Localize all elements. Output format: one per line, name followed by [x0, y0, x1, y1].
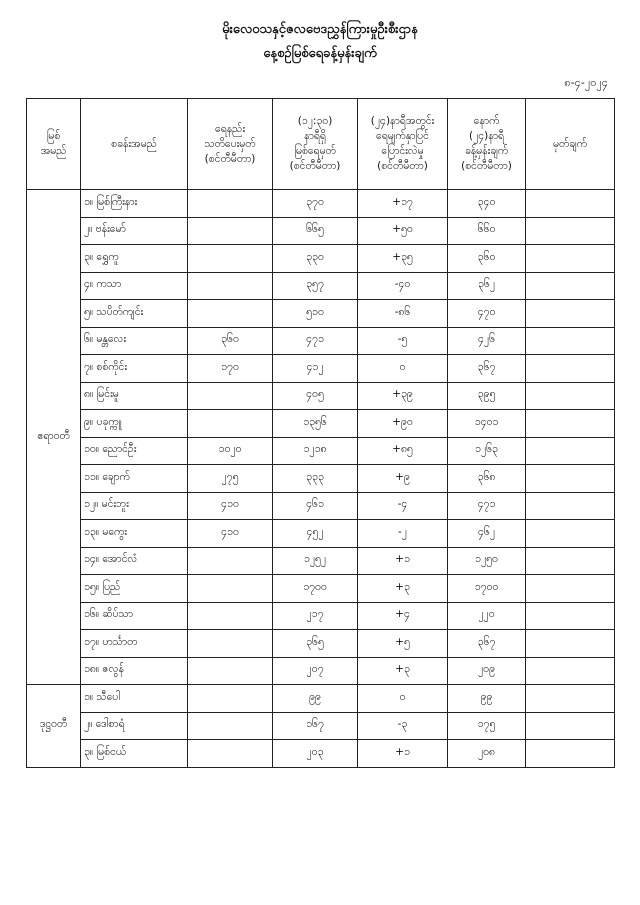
table-row: [27, 355, 615, 383]
warning-level: [188, 547, 273, 575]
table-row: [27, 685, 615, 713]
forecast-level: ၂၂၀: [448, 602, 526, 630]
remark: [526, 547, 615, 575]
remark: [526, 602, 615, 630]
station-name: ၅။ သပိတ်ကျင်း: [81, 300, 188, 328]
warning-level: ၁၀၂၀: [188, 437, 273, 465]
forecast-level: ၂၀၈: [448, 740, 526, 768]
forecast-level: ၁၂၆၃: [448, 437, 526, 465]
level-change: -၈၆: [358, 300, 448, 328]
current-level: ၃၃၀: [273, 245, 358, 273]
table-row: [27, 382, 615, 410]
remark: [526, 272, 615, 300]
current-level: ၂၁၇: [273, 602, 358, 630]
current-level: ၁၃၅၆: [273, 410, 358, 438]
current-level: ၁၂၁၈: [273, 437, 358, 465]
forecast-level: ၆၆၀: [448, 217, 526, 245]
current-level: ၂၀၇: [273, 657, 358, 685]
forecast-level: ၄၇၁: [448, 492, 526, 520]
column-header-river: မြစ် အမည်: [27, 99, 81, 190]
station-name: ၃။ မြစ်ငယ်: [81, 740, 188, 768]
station-name: ၉။ ပခုက္ကူ: [81, 410, 188, 438]
department-title: မိုးလေဝသနှင့်ဇလဗေဒညွှန်ကြားမှုဦးစီးဌာန: [222, 22, 418, 37]
station-name: ၄။ ကသာ: [81, 272, 188, 300]
current-level: ၃၇၀: [273, 190, 358, 218]
level-change: -၃: [358, 712, 448, 740]
forecast-level: ၄၂၆: [448, 327, 526, 355]
station-name: ၁၂။ မင်းဘူး: [81, 492, 188, 520]
level-change: -၄၀: [358, 272, 448, 300]
column-header-remark: မှတ်ချက်: [526, 99, 615, 190]
remark: [526, 575, 615, 603]
table-body: [27, 190, 615, 768]
column-header-current-level: (၁၂:၃၀) နာရီရှိ မြစ်ရေမှတ် (စင်တီမီတာ): [273, 99, 358, 190]
warning-level: [188, 245, 273, 273]
remark: [526, 217, 615, 245]
station-name: ၂။ ဗန်းမော်: [81, 217, 188, 245]
table-row: [27, 190, 615, 218]
forecast-level: ၁၇၅: [448, 712, 526, 740]
table-row: [27, 630, 615, 658]
station-name: ၁၁။ ချောက်: [81, 465, 188, 493]
table-row: [27, 575, 615, 603]
table-row: [27, 437, 615, 465]
warning-level: [188, 602, 273, 630]
forecast-level: ၃၆၂: [448, 272, 526, 300]
forecast-level: ၁၄၀၁: [448, 410, 526, 438]
report-title: နေ့စဉ်မြစ်ရေခန့်မှန်းချက်: [263, 46, 377, 61]
current-level: ၄၅၂: [273, 520, 358, 548]
station-name: ၁၀။ ညောင်ဦး: [81, 437, 188, 465]
water-level-table: [26, 98, 615, 768]
level-change: +၅၀: [358, 217, 448, 245]
level-change: +၁: [358, 547, 448, 575]
level-change: +၃၅: [358, 245, 448, 273]
forecast-level: ၄၆၂: [448, 520, 526, 548]
level-change: ၀: [358, 685, 448, 713]
current-level: ၆၆၅: [273, 217, 358, 245]
remark: [526, 520, 615, 548]
level-change: +၄: [358, 602, 448, 630]
table-row: [27, 465, 615, 493]
forecast-level: ၄၇၀: [448, 300, 526, 328]
column-header-24h-change: (၂၄)နာရီအတွင်း ရေမျက်နှာပြင် ပြောင်းလဲမှု (စင်တီမီတာ): [358, 99, 448, 190]
river-name: ဧရာဝတီ: [27, 190, 81, 685]
warning-level: [188, 272, 273, 300]
station-name: ၁၄။ အောင်လံ: [81, 547, 188, 575]
remark: [526, 685, 615, 713]
level-change: +၈၅: [358, 437, 448, 465]
station-name: ၁၇။ ဟင်္သာတ: [81, 630, 188, 658]
station-name: ၁။ မြစ်ကြီးနား: [81, 190, 188, 218]
level-change: -၅: [358, 327, 448, 355]
table-row: [27, 217, 615, 245]
remark: [526, 740, 615, 768]
table-row: [27, 272, 615, 300]
warning-level: [188, 740, 273, 768]
remark: [526, 410, 615, 438]
warning-level: [188, 217, 273, 245]
forecast-level: ၃၆၀: [448, 245, 526, 273]
level-change: -၂: [358, 520, 448, 548]
warning-level: ၁၇၀: [188, 355, 273, 383]
table-row: [27, 520, 615, 548]
warning-level: [188, 410, 273, 438]
level-change: +၅: [358, 630, 448, 658]
current-level: ၃၆၅: [273, 630, 358, 658]
current-level: ၃၅၇: [273, 272, 358, 300]
column-header-station: စခန်းအမည်: [81, 99, 188, 190]
station-name: ၂။ ဒေါစာရံ: [81, 712, 188, 740]
station-name: ၁၅။ ပြည်: [81, 575, 188, 603]
current-level: ၉၉: [273, 685, 358, 713]
current-level: ၃၃၃: [273, 465, 358, 493]
warning-level: [188, 630, 273, 658]
station-name: ၇။ စစ်ကိုင်း: [81, 355, 188, 383]
station-name: ၁၆။ ဆိပ်သာ: [81, 602, 188, 630]
forecast-level: ၉၉: [448, 685, 526, 713]
level-change: +၉၀: [358, 410, 448, 438]
current-level: ၄၇၁: [273, 327, 358, 355]
current-level: ၄၆၁: [273, 492, 358, 520]
station-name: ၆။ မန္တလေး: [81, 327, 188, 355]
table-row: [27, 740, 615, 768]
warning-level: [188, 300, 273, 328]
forecast-level: ၂၀၉: [448, 657, 526, 685]
table-row: [27, 492, 615, 520]
table-header-row: [27, 99, 615, 190]
current-level: ၁၇၀၀: [273, 575, 358, 603]
warning-level: [188, 685, 273, 713]
current-level: ၁၂၅၂: [273, 547, 358, 575]
forecast-level: ၃၆၈: [448, 465, 526, 493]
station-name: ၈။ မြင်းမူ: [81, 382, 188, 410]
forecast-level: ၃၄၀: [448, 190, 526, 218]
level-change: +၃: [358, 575, 448, 603]
station-name: ၁။ သီပေါ: [81, 685, 188, 713]
table-row: [27, 300, 615, 328]
level-change: -၄: [358, 492, 448, 520]
level-change: +၉: [358, 465, 448, 493]
current-level: ၄၁၂: [273, 355, 358, 383]
warning-level: ၄၁၀: [188, 520, 273, 548]
current-level: ၂၀၃: [273, 740, 358, 768]
warning-level: [188, 657, 273, 685]
table-row: [27, 327, 615, 355]
level-change: +၃၉: [358, 382, 448, 410]
remark: [526, 492, 615, 520]
column-header-forecast: နောက် (၂၄)နာရီ ခန့်မှန်းချက် (စင်တီမီတာ): [448, 99, 526, 190]
warning-level: [188, 712, 273, 740]
warning-level: [188, 190, 273, 218]
report-date: ၈-၄-၂၀၂၄: [564, 76, 608, 89]
remark: [526, 465, 615, 493]
table-row: [27, 712, 615, 740]
remark: [526, 300, 615, 328]
current-level: ၅၁၀: [273, 300, 358, 328]
remark: [526, 382, 615, 410]
forecast-level: ၁၇၀၀: [448, 575, 526, 603]
forecast-level: ၃၆၇: [448, 630, 526, 658]
warning-level: ၂၇၅: [188, 465, 273, 493]
table-row: [27, 602, 615, 630]
level-change: +၃: [358, 657, 448, 685]
remark: [526, 245, 615, 273]
station-name: ၁၈။ ဇလွန်: [81, 657, 188, 685]
station-name: ၁၃။ မကွေး: [81, 520, 188, 548]
level-change: +၁၇: [358, 190, 448, 218]
remark: [526, 657, 615, 685]
forecast-level: ၁၂၅၀: [448, 547, 526, 575]
station-name: ၃။ ရွှေကူ: [81, 245, 188, 273]
remark: [526, 712, 615, 740]
forecast-level: ၃၉၅: [448, 382, 526, 410]
remark: [526, 190, 615, 218]
table-row: [27, 547, 615, 575]
warning-level: [188, 382, 273, 410]
forecast-level: ၃၆၇: [448, 355, 526, 383]
table-row: [27, 245, 615, 273]
table-row: [27, 657, 615, 685]
remark: [526, 437, 615, 465]
remark: [526, 327, 615, 355]
table-row: [27, 410, 615, 438]
level-change: +၁: [358, 740, 448, 768]
level-change: ၀: [358, 355, 448, 383]
river-name: ဒုဋ္ဌဝတီ: [27, 685, 81, 768]
column-header-warning-level: ရေနည်း သတိပေးမှတ် (စင်တီမီတာ): [188, 99, 273, 190]
remark: [526, 630, 615, 658]
current-level: ၁၆၇: [273, 712, 358, 740]
remark: [526, 355, 615, 383]
current-level: ၄၀၅: [273, 382, 358, 410]
warning-level: ၄၁၀: [188, 492, 273, 520]
warning-level: [188, 575, 273, 603]
warning-level: ၃၆၀: [188, 327, 273, 355]
